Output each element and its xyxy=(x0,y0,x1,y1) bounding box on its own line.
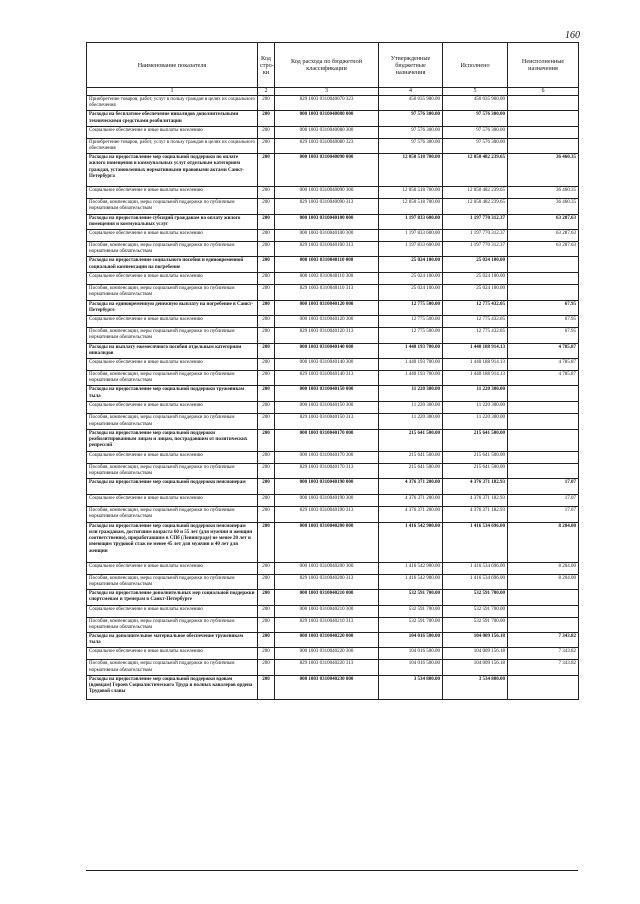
table-row xyxy=(87,507,579,522)
cell-approved: 532 591 700.00 xyxy=(379,605,443,617)
cell-name: Пособия, компенсации, меры социальной поддержки по публичным нормативным обязательствам xyxy=(87,660,258,675)
cell-executed: 532 591 700.00 xyxy=(443,617,508,632)
table-row xyxy=(87,300,579,315)
cell-approved: 25 024 100.00 xyxy=(379,284,443,300)
cell-unexecuted: 4 785.87 xyxy=(508,343,579,358)
cell-unexecuted: 7 343.82 xyxy=(508,648,579,660)
table-row xyxy=(87,328,579,343)
cell-line-code: 200 xyxy=(258,451,275,463)
cell-line-code: 200 xyxy=(258,154,275,187)
cell-line-code: 200 xyxy=(258,574,275,589)
cell-unexecuted: 63 287.63 xyxy=(508,242,579,257)
cell-name: Пособия, компенсации, меры социальной поддержки по публичным нормативным обязательствам xyxy=(87,328,258,343)
cell-line-code: 200 xyxy=(258,479,275,495)
column-number-row xyxy=(87,88,579,96)
cell-executed: 450 035 900.00 xyxy=(443,96,508,111)
cell-name: Расходы на предоставление мер социальной поддержки пенсионерам или гражданам, достигшим возраста 60 и 55 лет (для мужчин и женщин соответственно), проработавшим в СПб (Ленинграде) не менее 20 лет и имеющим трудовой стаж не менее 45 лет для мужчин и 40 лет для женщин xyxy=(87,522,258,562)
cell-executed: 4 376 371 182.93 xyxy=(443,479,508,495)
cell-approved: 1 197 833 600.00 xyxy=(379,242,443,257)
header-approved: Утвержденные бюджетные назначения xyxy=(379,43,443,88)
cell-line-code: 200 xyxy=(258,495,275,507)
cell-executed: 25 024 100.00 xyxy=(443,284,508,300)
cell-unexecuted xyxy=(508,257,579,272)
cell-expense-code: 829 1003 0310040170 313 xyxy=(275,463,379,478)
cell-line-code: 200 xyxy=(258,632,275,647)
table-row xyxy=(87,96,579,111)
cell-expense-code: 000 1003 0310040220 300 xyxy=(275,648,379,660)
cell-name: Социальное обеспечение и иные выплаты населению xyxy=(87,359,258,371)
cell-name: Приобретение товаров, работ, услуг в пользу граждан в целях их социального обеспечения xyxy=(87,138,258,153)
cell-executed: 215 641 500.00 xyxy=(443,451,508,463)
cell-name: Приобретение товаров, работ, услуг в пользу граждан в целях их социального обеспечения xyxy=(87,96,258,111)
cell-expense-code: 829 1003 0310040220 313 xyxy=(275,660,379,675)
bottom-rule xyxy=(86,870,578,871)
cell-line-code: 200 xyxy=(258,316,275,328)
cell-approved: 450 035 900.00 xyxy=(379,96,443,111)
cell-approved: 104 016 500.00 xyxy=(379,632,443,647)
cell-unexecuted: 36 460.35 xyxy=(508,199,579,214)
cell-approved: 215 641 500.00 xyxy=(379,429,443,451)
cell-unexecuted: 67.95 xyxy=(508,300,579,315)
column-number: 6 xyxy=(508,88,579,96)
cell-approved: 1 416 542 900.00 xyxy=(379,562,443,574)
cell-executed: 532 591 700.00 xyxy=(443,590,508,605)
table-row xyxy=(87,230,579,242)
cell-expense-code: 000 1003 0310040090 000 xyxy=(275,154,379,187)
cell-line-code: 200 xyxy=(258,242,275,257)
cell-line-code: 200 xyxy=(258,463,275,478)
cell-expense-code: 000 1003 0310040150 300 xyxy=(275,402,379,414)
cell-approved: 12 050 518 700.00 xyxy=(379,187,443,199)
cell-executed: 11 220 300.00 xyxy=(443,386,508,402)
cell-expense-code: 000 1003 0310040190 300 xyxy=(275,495,379,507)
table-row xyxy=(87,343,579,358)
cell-approved: 1 440 193 700.00 xyxy=(379,371,443,386)
cell-unexecuted: 17.07 xyxy=(508,495,579,507)
cell-line-code: 200 xyxy=(258,590,275,605)
table-row xyxy=(87,562,579,574)
cell-line-code: 200 xyxy=(258,648,275,660)
cell-unexecuted: 8 204.00 xyxy=(508,522,579,562)
cell-executed: 4 376 371 182.93 xyxy=(443,495,508,507)
cell-unexecuted xyxy=(508,617,579,632)
cell-unexecuted xyxy=(508,451,579,463)
cell-unexecuted xyxy=(508,126,579,138)
cell-name: Расходы на предоставление мер социальной поддержки вдовам (вдовцам) Героев Социалистического Труда и полных кавалеров ордена Трудовой славы xyxy=(87,675,258,699)
cell-name: Расходы на дополнительное материальное обеспечение труженикам тыла xyxy=(87,632,258,647)
cell-approved: 97 576 300.00 xyxy=(379,111,443,126)
cell-approved: 1 440 193 700.00 xyxy=(379,359,443,371)
table-row xyxy=(87,316,579,328)
cell-approved: 25 024 100.00 xyxy=(379,272,443,284)
cell-approved: 1 416 542 900.00 xyxy=(379,574,443,589)
cell-unexecuted xyxy=(508,590,579,605)
cell-line-code: 200 xyxy=(258,386,275,402)
cell-name: Расходы на предоставление субсидий гражданам на оплату жилого помещения и коммунальных услуг xyxy=(87,214,258,229)
header-name: Наименование показателя xyxy=(87,43,258,88)
cell-name: Расходы на предоставление мер социальной поддержки реабилитированным лицам и лицам, пострадавшим от политических репрессий xyxy=(87,429,258,451)
column-number: 1 xyxy=(87,88,258,96)
cell-name: Социальное обеспечение и иные выплаты населению xyxy=(87,187,258,199)
cell-name: Расходы на предоставление мер социальной поддержки по оплате жилого помещения и коммунальных услуг отдельным категориям граждан, установленных нормативными правовыми актами Санкт-Петербурга xyxy=(87,154,258,187)
cell-expense-code: 829 1003 0310040110 313 xyxy=(275,284,379,300)
table-row xyxy=(87,463,579,478)
cell-unexecuted xyxy=(508,414,579,429)
cell-approved: 532 591 700.00 xyxy=(379,590,443,605)
cell-line-code: 200 xyxy=(258,199,275,214)
cell-name: Социальное обеспечение и иные выплаты населению xyxy=(87,648,258,660)
cell-executed: 1 197 770 312.37 xyxy=(443,230,508,242)
cell-unexecuted: 4 785.87 xyxy=(508,359,579,371)
table-row xyxy=(87,359,579,371)
cell-unexecuted: 63 287.63 xyxy=(508,214,579,229)
cell-approved: 97 576 300.00 xyxy=(379,138,443,153)
cell-expense-code: 000 1003 0310040170 000 xyxy=(275,429,379,451)
cell-expense-code: 829 1003 0310040140 313 xyxy=(275,371,379,386)
cell-approved: 12 050 518 700.00 xyxy=(379,199,443,214)
cell-line-code: 200 xyxy=(258,300,275,315)
table-row xyxy=(87,214,579,229)
cell-expense-code: 000 1003 0310040080 000 xyxy=(275,111,379,126)
cell-unexecuted xyxy=(508,386,579,402)
cell-expense-code: 000 1003 0310040190 000 xyxy=(275,479,379,495)
table-row xyxy=(87,495,579,507)
cell-expense-code: 000 1003 0310040120 300 xyxy=(275,316,379,328)
cell-line-code: 200 xyxy=(258,96,275,111)
cell-unexecuted: 7 343.82 xyxy=(508,632,579,647)
cell-name: Пособия, компенсации, меры социальной поддержки по публичным нормативным обязательствам xyxy=(87,371,258,386)
cell-unexecuted xyxy=(508,138,579,153)
table-row xyxy=(87,154,579,187)
cell-line-code: 200 xyxy=(258,359,275,371)
cell-unexecuted: 4 785.87 xyxy=(508,371,579,386)
cell-expense-code: 829 1003 0310040190 313 xyxy=(275,507,379,522)
cell-name: Расходы на предоставление мер социальной поддержки труженикам тыла xyxy=(87,386,258,402)
table-row xyxy=(87,386,579,402)
cell-executed: 215 641 500.00 xyxy=(443,429,508,451)
cell-expense-code: 829 1003 0310040100 313 xyxy=(275,242,379,257)
cell-expense-code: 000 1003 0310040140 300 xyxy=(275,359,379,371)
cell-name: Пособия, компенсации, меры социальной поддержки по публичным нормативным обязательствам xyxy=(87,507,258,522)
header-code-expense: Код расхода по бюджетной классификации xyxy=(275,43,379,88)
cell-executed: 25 024 100.00 xyxy=(443,272,508,284)
table-row xyxy=(87,675,579,699)
cell-approved: 12 775 500.00 xyxy=(379,328,443,343)
table-row xyxy=(87,574,579,589)
cell-line-code: 200 xyxy=(258,138,275,153)
cell-unexecuted: 7 343.82 xyxy=(508,660,579,675)
cell-expense-code: 000 1003 0310040120 000 xyxy=(275,300,379,315)
cell-approved: 12 775 500.00 xyxy=(379,300,443,315)
cell-expense-code: 000 1003 0310040210 300 xyxy=(275,605,379,617)
cell-approved: 1 197 833 600.00 xyxy=(379,214,443,229)
table-row xyxy=(87,371,579,386)
table-row xyxy=(87,126,579,138)
cell-name: Расходы на бесплатное обеспечение инвалидов дополнительными техническими средствами реабилитации xyxy=(87,111,258,126)
cell-line-code: 200 xyxy=(258,328,275,343)
cell-expense-code: 829 1003 0310040080 323 xyxy=(275,138,379,153)
cell-unexecuted: 67.95 xyxy=(508,316,579,328)
cell-expense-code: 829 1003 0310040070 323 xyxy=(275,96,379,111)
cell-approved: 215 641 500.00 xyxy=(379,451,443,463)
cell-expense-code: 000 1003 0310040200 000 xyxy=(275,522,379,562)
cell-unexecuted xyxy=(508,675,579,699)
cell-executed: 3 534 800.00 xyxy=(443,675,508,699)
cell-line-code: 200 xyxy=(258,371,275,386)
table-row xyxy=(87,605,579,617)
cell-expense-code: 000 1003 0310040110 300 xyxy=(275,272,379,284)
cell-unexecuted xyxy=(508,429,579,451)
cell-name: Пособия, компенсации, меры социальной поддержки по публичным нормативным обязательствам xyxy=(87,617,258,632)
cell-executed: 104 009 156.18 xyxy=(443,632,508,647)
column-number: 4 xyxy=(379,88,443,96)
cell-approved: 532 591 700.00 xyxy=(379,617,443,632)
table-row xyxy=(87,660,579,675)
cell-approved: 12 050 518 700.00 xyxy=(379,154,443,187)
table-row xyxy=(87,187,579,199)
table-row xyxy=(87,479,579,495)
cell-expense-code: 000 1003 0310040110 000 xyxy=(275,257,379,272)
cell-approved: 4 376 371 200.00 xyxy=(379,507,443,522)
cell-name: Социальное обеспечение и иные выплаты населению xyxy=(87,272,258,284)
cell-expense-code: 000 1003 0310040170 300 xyxy=(275,451,379,463)
cell-line-code: 200 xyxy=(258,111,275,126)
cell-unexecuted: 63 287.63 xyxy=(508,230,579,242)
cell-expense-code: 000 1003 0310040230 000 xyxy=(275,675,379,699)
cell-approved: 11 220 300.00 xyxy=(379,402,443,414)
cell-unexecuted: 17.07 xyxy=(508,479,579,495)
cell-name: Расходы на предоставление дополнительных мер социальной поддержки спортсменам и тренерам в Санкт-Петербурге xyxy=(87,590,258,605)
cell-line-code: 200 xyxy=(258,605,275,617)
column-number: 5 xyxy=(443,88,508,96)
cell-expense-code: 829 1003 0310040090 313 xyxy=(275,199,379,214)
cell-name: Пособия, компенсации, меры социальной поддержки по публичным нормативным обязательствам xyxy=(87,242,258,257)
table-row xyxy=(87,522,579,562)
cell-line-code: 200 xyxy=(258,230,275,242)
table-row xyxy=(87,111,579,126)
cell-expense-code: 000 1003 0310040090 300 xyxy=(275,187,379,199)
cell-approved: 1 197 833 600.00 xyxy=(379,230,443,242)
cell-executed: 12 050 482 239.65 xyxy=(443,154,508,187)
table-row xyxy=(87,284,579,300)
cell-unexecuted: 67.95 xyxy=(508,328,579,343)
table-row xyxy=(87,272,579,284)
column-number: 2 xyxy=(258,88,275,96)
cell-executed: 25 024 100.00 xyxy=(443,257,508,272)
cell-executed: 12 775 432.05 xyxy=(443,300,508,315)
column-number: 3 xyxy=(275,88,379,96)
header-unexecuted: Неисполненные назначения xyxy=(508,43,579,88)
cell-executed: 12 775 432.05 xyxy=(443,316,508,328)
table-row xyxy=(87,257,579,272)
cell-executed: 12 050 482 239.65 xyxy=(443,199,508,214)
cell-expense-code: 829 1003 0310040210 313 xyxy=(275,617,379,632)
cell-name: Пособия, компенсации, меры социальной поддержки по публичным нормативным обязательствам xyxy=(87,574,258,589)
table-row xyxy=(87,617,579,632)
table-row xyxy=(87,414,579,429)
cell-expense-code: 000 1003 0310040220 000 xyxy=(275,632,379,647)
cell-executed: 1 416 534 696.00 xyxy=(443,522,508,562)
cell-expense-code: 000 1003 0310040080 300 xyxy=(275,126,379,138)
cell-executed: 104 009 156.18 xyxy=(443,660,508,675)
cell-approved: 11 220 300.00 xyxy=(379,414,443,429)
cell-approved: 4 376 371 200.00 xyxy=(379,479,443,495)
cell-expense-code: 000 1003 0310040140 000 xyxy=(275,343,379,358)
header-row xyxy=(87,43,579,88)
cell-line-code: 200 xyxy=(258,272,275,284)
cell-executed: 11 220 300.00 xyxy=(443,414,508,429)
table-row xyxy=(87,648,579,660)
cell-name: Социальное обеспечение и иные выплаты населению xyxy=(87,230,258,242)
table-row xyxy=(87,451,579,463)
cell-name: Социальное обеспечение и иные выплаты населению xyxy=(87,495,258,507)
cell-unexecuted: 36 460.35 xyxy=(508,154,579,187)
cell-line-code: 200 xyxy=(258,187,275,199)
cell-unexecuted: 36 460.35 xyxy=(508,187,579,199)
cell-unexecuted xyxy=(508,272,579,284)
table-row xyxy=(87,138,579,153)
cell-expense-code: 000 1003 0310040100 000 xyxy=(275,214,379,229)
cell-executed: 1 197 770 312.37 xyxy=(443,242,508,257)
cell-name: Социальное обеспечение и иные выплаты населению xyxy=(87,562,258,574)
cell-line-code: 200 xyxy=(258,507,275,522)
cell-line-code: 200 xyxy=(258,675,275,699)
cell-name: Социальное обеспечение и иные выплаты населению xyxy=(87,316,258,328)
cell-unexecuted: 17.07 xyxy=(508,507,579,522)
cell-expense-code: 000 1003 0310040150 000 xyxy=(275,386,379,402)
cell-line-code: 200 xyxy=(258,562,275,574)
cell-expense-code: 829 1003 0310040120 313 xyxy=(275,328,379,343)
cell-executed: 12 775 432.05 xyxy=(443,328,508,343)
cell-approved: 25 024 100.00 xyxy=(379,257,443,272)
cell-line-code: 200 xyxy=(258,429,275,451)
cell-line-code: 200 xyxy=(258,284,275,300)
cell-executed: 1 197 770 312.37 xyxy=(443,214,508,229)
cell-line-code: 200 xyxy=(258,617,275,632)
cell-expense-code: 000 1003 0310040200 300 xyxy=(275,562,379,574)
cell-name: Пособия, компенсации, меры социальной поддержки по публичным нормативным обязательствам xyxy=(87,463,258,478)
cell-expense-code: 000 1003 0310040100 300 xyxy=(275,230,379,242)
cell-name: Социальное обеспечение и иные выплаты населению xyxy=(87,126,258,138)
cell-name: Расходы на предоставление мер социальной поддержки пенсионерам xyxy=(87,479,258,495)
table-row xyxy=(87,199,579,214)
cell-approved: 104 016 500.00 xyxy=(379,648,443,660)
table-row xyxy=(87,402,579,414)
cell-executed: 1 440 188 914.13 xyxy=(443,343,508,358)
header-executed: Исполнено xyxy=(443,43,508,88)
cell-name: Социальное обеспечение и иные выплаты населению xyxy=(87,402,258,414)
cell-executed: 1 440 188 914.13 xyxy=(443,359,508,371)
cell-line-code: 200 xyxy=(258,257,275,272)
cell-expense-code: 829 1003 0310040150 313 xyxy=(275,414,379,429)
cell-executed: 97 576 300.00 xyxy=(443,126,508,138)
table-row xyxy=(87,242,579,257)
cell-name: Пособия, компенсации, меры социальной поддержки по публичным нормативным обязательствам xyxy=(87,414,258,429)
cell-approved: 11 220 300.00 xyxy=(379,386,443,402)
table-row xyxy=(87,429,579,451)
cell-line-code: 200 xyxy=(258,660,275,675)
cell-unexecuted xyxy=(508,402,579,414)
cell-expense-code: 000 1003 0310040210 000 xyxy=(275,590,379,605)
cell-approved: 3 534 800.00 xyxy=(379,675,443,699)
cell-line-code: 200 xyxy=(258,522,275,562)
cell-approved: 1 440 193 700.00 xyxy=(379,343,443,358)
cell-line-code: 200 xyxy=(258,126,275,138)
cell-line-code: 200 xyxy=(258,343,275,358)
cell-expense-code: 829 1003 0310040200 313 xyxy=(275,574,379,589)
cell-executed: 1 416 534 696.00 xyxy=(443,562,508,574)
page-number: 160 xyxy=(565,30,580,41)
cell-approved: 97 576 300.00 xyxy=(379,126,443,138)
cell-line-code: 200 xyxy=(258,414,275,429)
cell-name: Пособия, компенсации, меры социальной поддержки по публичным нормативным обязательствам xyxy=(87,199,258,214)
cell-executed: 97 576 300.00 xyxy=(443,111,508,126)
cell-approved: 104 016 500.00 xyxy=(379,660,443,675)
cell-unexecuted xyxy=(508,284,579,300)
cell-approved: 12 775 500.00 xyxy=(379,316,443,328)
cell-line-code: 200 xyxy=(258,214,275,229)
cell-unexecuted xyxy=(508,111,579,126)
cell-approved: 215 641 500.00 xyxy=(379,463,443,478)
table-body xyxy=(87,96,579,700)
cell-executed: 97 576 300.00 xyxy=(443,138,508,153)
cell-executed: 12 050 482 239.65 xyxy=(443,187,508,199)
cell-executed: 215 641 500.00 xyxy=(443,463,508,478)
cell-executed: 104 009 156.18 xyxy=(443,648,508,660)
cell-name: Пособия, компенсации, меры социальной поддержки по публичным нормативным обязательствам xyxy=(87,284,258,300)
cell-unexecuted xyxy=(508,96,579,111)
cell-name: Социальное обеспечение и иные выплаты населению xyxy=(87,605,258,617)
cell-name: Социальное обеспечение и иные выплаты населению xyxy=(87,451,258,463)
cell-approved: 4 376 371 200.00 xyxy=(379,495,443,507)
cell-executed: 1 440 188 914.13 xyxy=(443,371,508,386)
cell-executed: 4 376 371 182.93 xyxy=(443,507,508,522)
cell-line-code: 200 xyxy=(258,402,275,414)
cell-name: Расходы на выплату ежемесячного пособия отдельным категориям инвалидов xyxy=(87,343,258,358)
cell-executed: 11 220 300.00 xyxy=(443,402,508,414)
budget-execution-table xyxy=(86,42,579,700)
cell-unexecuted: 8 204.00 xyxy=(508,574,579,589)
cell-approved: 1 416 542 900.00 xyxy=(379,522,443,562)
cell-unexecuted xyxy=(508,605,579,617)
cell-name: Расходы на предоставление социального пособия и единовременной социальной компенсации на погребение xyxy=(87,257,258,272)
cell-executed: 532 591 700.00 xyxy=(443,605,508,617)
cell-unexecuted xyxy=(508,463,579,478)
cell-unexecuted: 8 204.00 xyxy=(508,562,579,574)
header-code-line: Код стро-ки xyxy=(258,43,275,88)
cell-executed: 1 416 534 696.00 xyxy=(443,574,508,589)
cell-name: Расходы на единовременную денежную выплату на погребение в Санкт-Петербурге xyxy=(87,300,258,315)
table-row xyxy=(87,590,579,605)
table-row xyxy=(87,632,579,647)
